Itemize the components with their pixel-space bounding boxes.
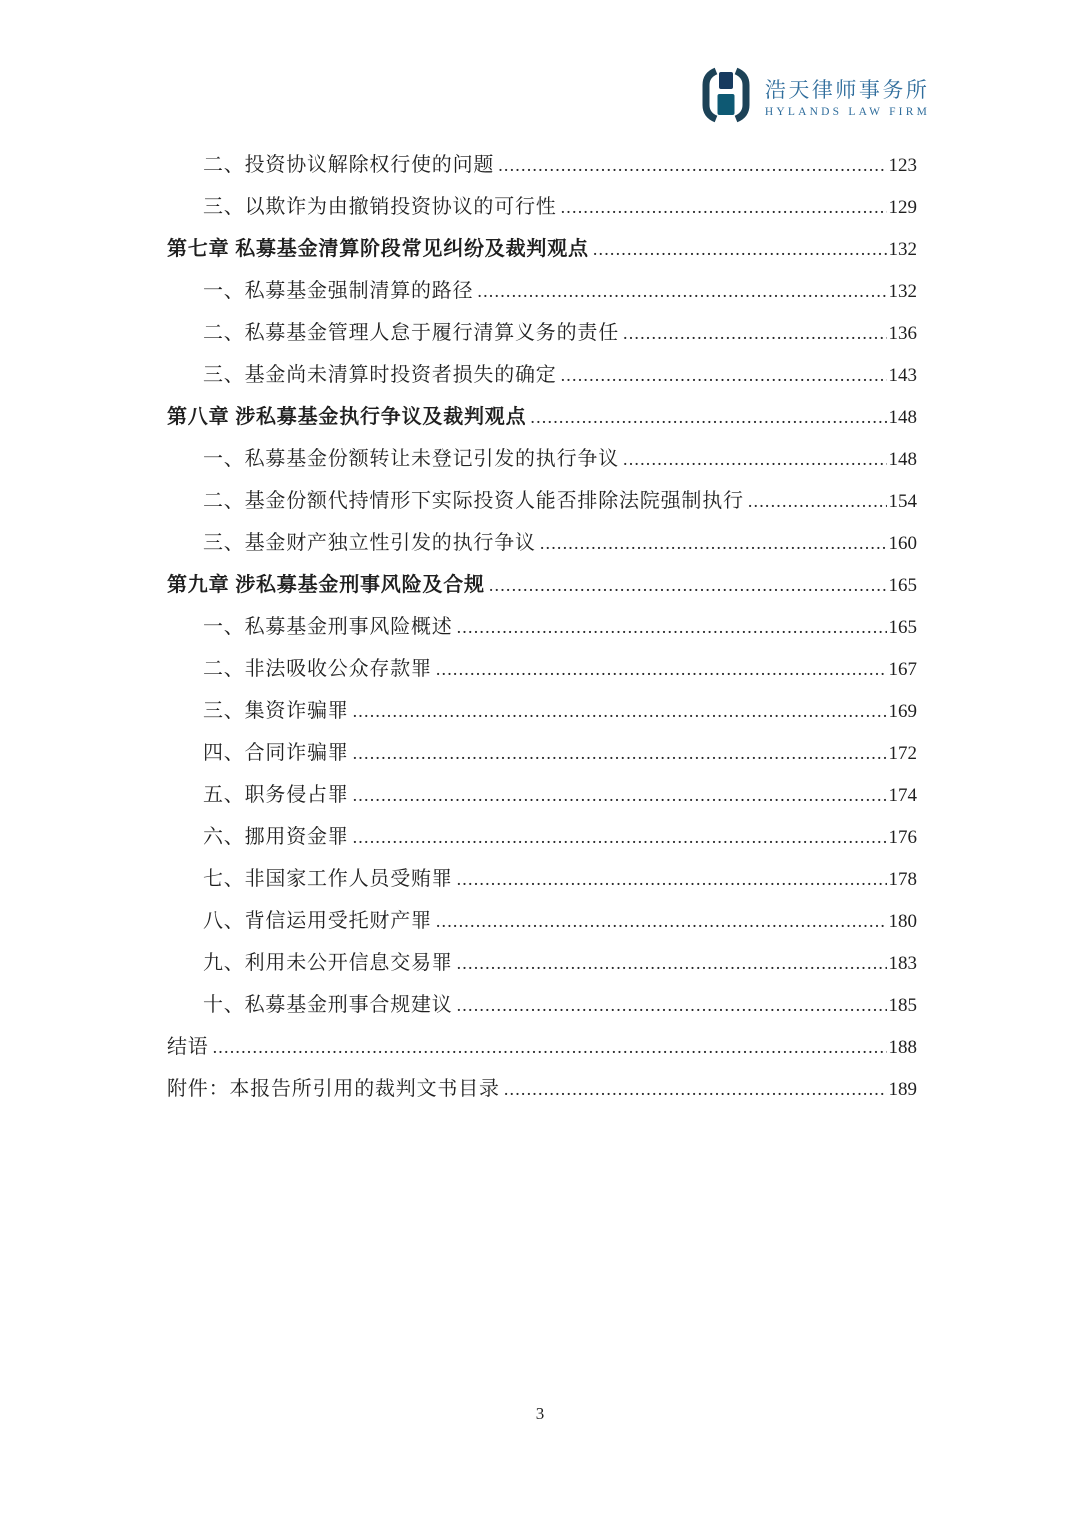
toc-entry-page: 169 xyxy=(888,701,917,722)
firm-name-chinese: 浩天律师事务所 xyxy=(764,77,930,102)
toc-dot-leader xyxy=(213,1026,887,1070)
toc-entry-page: 148 xyxy=(888,407,917,428)
toc-entry-page: 185 xyxy=(888,995,917,1016)
toc-entry-title: 六、挪用资金罪 xyxy=(203,826,349,848)
toc-dot-leader xyxy=(477,270,886,314)
hylands-logo-icon xyxy=(700,66,752,123)
toc-dot-leader xyxy=(457,984,887,1028)
toc-entry-title: 二、非法吸收公众存款罪 xyxy=(203,658,432,680)
toc-dot-leader xyxy=(593,228,887,272)
toc-entry-page: 172 xyxy=(888,743,917,764)
toc-entry-page: 123 xyxy=(888,155,917,176)
toc-entry-page: 129 xyxy=(888,197,917,218)
toc-entry-page: 132 xyxy=(888,239,917,260)
toc-entry-title: 附件：本报告所引用的裁判文书目录 xyxy=(167,1078,500,1100)
toc-dot-leader xyxy=(530,396,886,440)
toc-entry-page: 176 xyxy=(888,827,917,848)
toc-entry-title: 三、以欺诈为由撤销投资协议的可行性 xyxy=(203,196,557,218)
toc-entry-page: 160 xyxy=(888,533,917,554)
toc-dot-leader xyxy=(504,1068,887,1112)
toc-entry[interactable] xyxy=(167,438,917,480)
toc-entry-title: 第七章 私募基金清算阶段常见纠纷及裁判观点 xyxy=(167,238,589,260)
toc-entry[interactable] xyxy=(167,186,917,228)
toc-entry[interactable] xyxy=(167,480,917,522)
toc-dot-leader xyxy=(498,144,886,188)
toc-entry-title: 二、私募基金管理人怠于履行清算义务的责任 xyxy=(203,322,619,344)
toc-entry-page: 154 xyxy=(888,491,917,512)
toc-entry[interactable] xyxy=(167,900,917,942)
toc-entry[interactable] xyxy=(167,774,917,816)
toc-dot-leader xyxy=(540,522,887,566)
toc-entry-title: 五、职务侵占罪 xyxy=(203,784,349,806)
toc-entry-title: 一、私募基金刑事风险概述 xyxy=(203,616,453,638)
toc-entry[interactable] xyxy=(167,270,917,312)
toc-dot-leader xyxy=(457,942,887,986)
toc-entry[interactable] xyxy=(167,1026,917,1068)
toc-entry-title: 一、私募基金份额转让未登记引发的执行争议 xyxy=(203,448,619,470)
firm-logo-text xyxy=(765,71,930,118)
toc-entry-title: 十、私募基金刑事合规建议 xyxy=(203,994,453,1016)
toc-dot-leader xyxy=(561,186,887,230)
toc-entry[interactable] xyxy=(167,648,917,690)
toc-entry-title: 一、私募基金强制清算的路径 xyxy=(203,280,474,302)
toc-entry-page: 180 xyxy=(888,911,917,932)
toc-dot-leader xyxy=(489,564,887,608)
toc-dot-leader xyxy=(623,438,887,482)
toc-entry[interactable] xyxy=(167,942,917,984)
toc-entry[interactable] xyxy=(167,690,917,732)
toc-entry[interactable] xyxy=(167,312,917,354)
toc-entry-title: 第八章 涉私募基金执行争议及裁判观点 xyxy=(167,406,527,428)
toc-dot-leader xyxy=(561,354,887,398)
toc-dot-leader xyxy=(623,312,887,356)
toc-entry-title: 八、背信运用受托财产罪 xyxy=(203,910,432,932)
toc-entry-title: 第九章 涉私募基金刑事风险及合规 xyxy=(167,574,485,596)
toc-entry-page: 189 xyxy=(888,1079,917,1100)
toc-entry[interactable] xyxy=(167,1068,917,1110)
toc-entry-title: 三、集资诈骗罪 xyxy=(203,700,349,722)
toc-dot-leader xyxy=(353,690,887,734)
toc-dot-leader xyxy=(436,900,887,944)
toc-dot-leader xyxy=(353,774,887,818)
toc-entry[interactable] xyxy=(167,396,917,438)
toc-entry-title: 九、利用未公开信息交易罪 xyxy=(203,952,453,974)
toc-entry-title: 二、投资协议解除权行使的问题 xyxy=(203,154,495,176)
toc-entry-page: 165 xyxy=(888,575,917,596)
toc-entry-page: 174 xyxy=(888,785,917,806)
toc-entry-page: 178 xyxy=(888,869,917,890)
toc-dot-leader xyxy=(353,816,887,860)
toc-entry-title: 七、非国家工作人员受贿罪 xyxy=(203,868,453,890)
toc-dot-leader xyxy=(457,858,887,902)
toc-entry-title: 三、基金尚未清算时投资者损失的确定 xyxy=(203,364,557,386)
firm-name-english: HYLANDS LAW FIRM xyxy=(764,106,930,119)
toc-entry-title: 结语 xyxy=(167,1036,209,1058)
toc-dot-leader xyxy=(436,648,887,692)
toc-entry-page: 167 xyxy=(888,659,917,680)
toc-entry[interactable] xyxy=(167,606,917,648)
toc-entry[interactable] xyxy=(167,732,917,774)
toc-entry-page: 132 xyxy=(888,281,917,302)
toc-entry[interactable] xyxy=(167,816,917,858)
toc-entry-title: 四、合同诈骗罪 xyxy=(203,742,349,764)
toc-entry-page: 143 xyxy=(888,365,917,386)
toc-dot-leader xyxy=(353,732,887,776)
toc-entry-title: 三、基金财产独立性引发的执行争议 xyxy=(203,532,536,554)
toc-dot-leader xyxy=(457,606,887,650)
toc-entry[interactable] xyxy=(167,144,917,186)
toc-entry[interactable] xyxy=(167,354,917,396)
toc-entry-title: 二、基金份额代持情形下实际投资人能否排除法院强制执行 xyxy=(203,490,744,512)
toc-entry[interactable] xyxy=(167,228,917,270)
toc-entry-page: 188 xyxy=(888,1037,917,1058)
toc-entry-page: 136 xyxy=(888,323,917,344)
table-of-contents xyxy=(167,144,917,1110)
page-number: 3 xyxy=(535,1404,545,1423)
toc-entry[interactable] xyxy=(167,984,917,1026)
toc-entry-page: 183 xyxy=(888,953,917,974)
toc-entry[interactable] xyxy=(167,522,917,564)
toc-entry-page: 165 xyxy=(888,617,917,638)
toc-entry[interactable] xyxy=(167,858,917,900)
toc-dot-leader xyxy=(748,480,887,524)
toc-entry-page: 148 xyxy=(888,449,917,470)
firm-logo xyxy=(700,66,930,123)
toc-entry[interactable] xyxy=(167,564,917,606)
